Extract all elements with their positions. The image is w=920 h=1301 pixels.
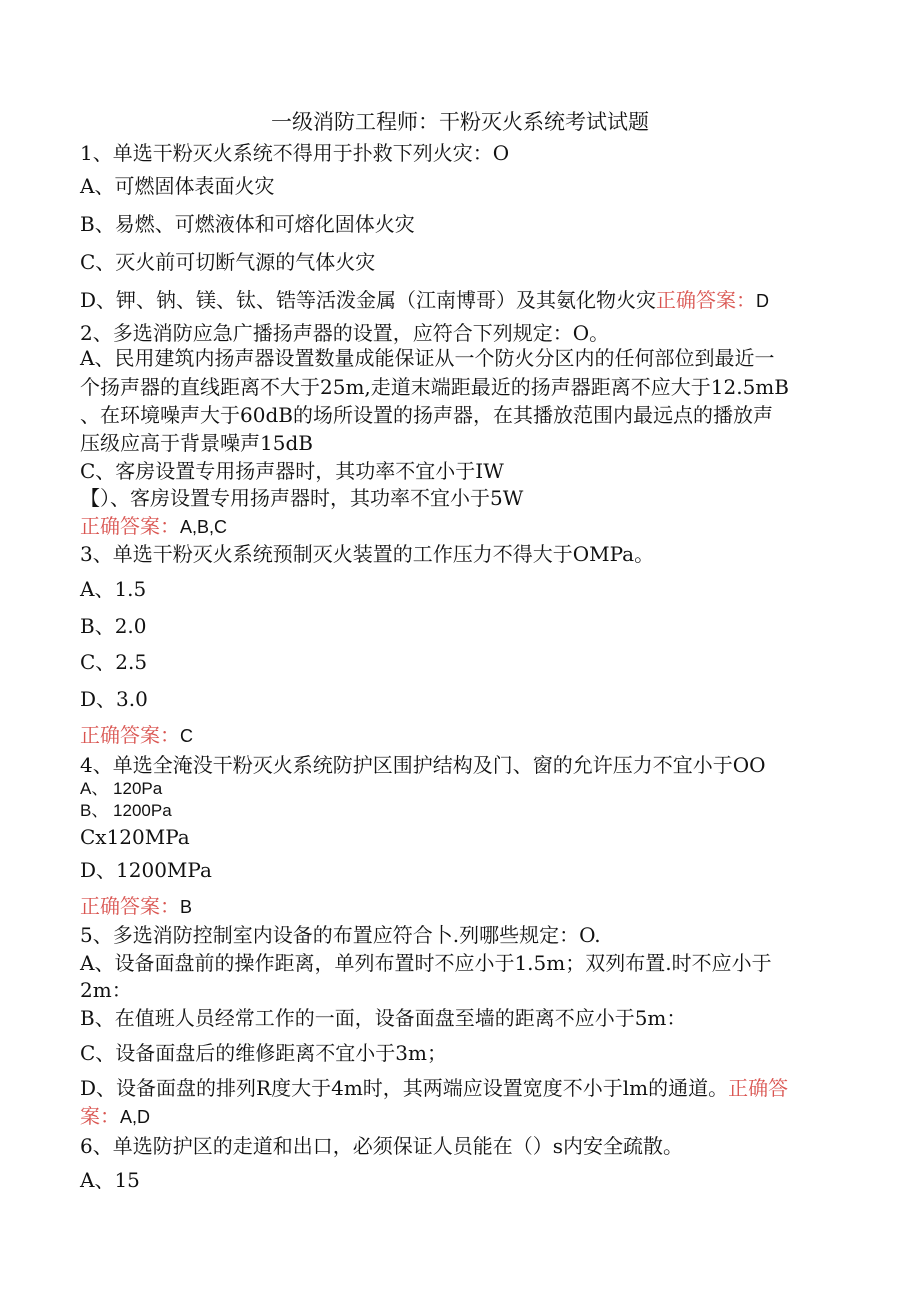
text-line bbox=[80, 1005, 840, 1031]
text-line bbox=[80, 430, 840, 456]
line-text: B、 1200Pa bbox=[80, 801, 172, 820]
text-line bbox=[80, 977, 840, 1003]
text-line bbox=[80, 1075, 840, 1101]
answer-label: 正确答案： bbox=[80, 723, 180, 747]
line-text: 3、单选干粉灭火系统预制灭火装置的工作压力不得大于OMPa。 bbox=[80, 542, 655, 566]
text-line bbox=[80, 345, 840, 371]
line-text: B、在值班人员经常工作的一面，设备面盘至墙的距离不应小于5m： bbox=[80, 1006, 687, 1030]
line-text: 4、单选全淹没干粉灭火系统防护区围护结构及门、窗的允许压力不宜小于OO bbox=[80, 753, 766, 777]
answer-value: A,B,C bbox=[180, 517, 228, 537]
line-text: 1、单选干粉灭火系统不得用于扑救下列火灾：O bbox=[80, 141, 510, 165]
text-line bbox=[80, 458, 840, 484]
text-line bbox=[80, 140, 840, 166]
text-line bbox=[80, 541, 840, 567]
line-text: A、1.5 bbox=[80, 577, 147, 601]
line-text: D、设备面盘的排列R度大于4m时，其两端应设置宽度不小于lm的通道。 bbox=[80, 1076, 729, 1100]
line-text: A、民用建筑内扬声器设置数量成能保证从一个防火分区内的任何部位到最近一 bbox=[80, 346, 775, 370]
text-line bbox=[80, 320, 840, 346]
line-text: 压级应高于背景噪声15dB bbox=[80, 431, 313, 455]
text-line bbox=[80, 893, 840, 920]
text-line bbox=[80, 1167, 840, 1193]
answer-value: B bbox=[180, 897, 193, 917]
text-line bbox=[80, 649, 840, 675]
text-line bbox=[80, 173, 840, 199]
text-line bbox=[80, 287, 840, 314]
line-text: 个扬声器的直线距离不大于25m,走道末端距最近的扬声器距离不应大于12.5mB bbox=[80, 375, 789, 399]
answer-label: 正确答 bbox=[728, 1076, 789, 1100]
text-line bbox=[80, 613, 840, 639]
line-text: C、2.5 bbox=[80, 650, 148, 674]
page-title: 一级消防工程师：干粉灭火系统考试试题 bbox=[271, 110, 649, 134]
line-text: D、钾、钠、镁、钛、锆等活泼金属（江南博哥）及其氨化物火灾 bbox=[80, 288, 657, 312]
line-text: A、15 bbox=[80, 1168, 140, 1192]
line-text: 、在环境噪声大于60dB的场所设置的扬声器，在其播放范围内最远点的播放声 bbox=[80, 403, 773, 427]
line-text: A、设备面盘前的操作距离，单列布置时不应小于1.5m；双列布置.时不应小于 bbox=[80, 951, 772, 975]
text-line bbox=[80, 1040, 840, 1066]
text-line bbox=[80, 824, 840, 850]
line-text: 5、多选消防控制室内设备的布置应符合卜.列哪些规定：O. bbox=[80, 923, 601, 947]
text-line bbox=[80, 374, 840, 400]
line-text: B、易燃、可燃液体和可熔化固体火灾 bbox=[80, 212, 415, 236]
text-line bbox=[80, 1133, 840, 1159]
answer-value: A,D bbox=[120, 1107, 151, 1127]
line-text: 【）、客房设置专用扬声器时，其功率不宜小于5W bbox=[80, 486, 524, 510]
line-text: 2m： bbox=[80, 978, 132, 1002]
line-text: 6、单选防护区的走道和出口，必须保证人员能在（）s内安全疏散。 bbox=[80, 1134, 683, 1158]
text-line bbox=[80, 798, 840, 824]
text-line bbox=[80, 249, 840, 275]
text-line bbox=[80, 485, 840, 511]
text-line bbox=[80, 922, 840, 948]
line-text: A、可燃固体表面火灾 bbox=[80, 174, 275, 198]
text-line bbox=[80, 576, 840, 602]
answer-value: C bbox=[180, 726, 193, 746]
text-line bbox=[80, 402, 840, 428]
text-line bbox=[80, 722, 840, 749]
answer-label: 正确答案： bbox=[656, 288, 757, 312]
text-line bbox=[80, 513, 840, 540]
answer-label: 正确答案： bbox=[80, 514, 180, 538]
line-text: A、 120Pa bbox=[80, 779, 163, 798]
line-text: D、1200MPa bbox=[80, 858, 212, 882]
line-text: 2、多选消防应急广播扬声器的设置，应符合下列规定：O。 bbox=[80, 321, 610, 345]
text-line bbox=[80, 686, 840, 712]
line-text: Cx120MPa bbox=[80, 825, 190, 849]
text-line bbox=[80, 752, 840, 778]
line-text: C、客房设置专用扬声器时，其功率不宜小于IW bbox=[80, 459, 504, 483]
answer-label: 正确答案： bbox=[80, 894, 180, 918]
line-text: B、2.0 bbox=[80, 614, 147, 638]
text-line bbox=[80, 1103, 840, 1130]
line-text: C、设备面盘后的维修距离不宜小于3m； bbox=[80, 1041, 447, 1065]
text-line bbox=[80, 211, 840, 237]
text-line bbox=[80, 950, 840, 976]
line-text: C、灭火前可切断气源的气体火灾 bbox=[80, 250, 376, 274]
text-line bbox=[80, 857, 840, 883]
line-text: D、3.0 bbox=[80, 687, 148, 711]
answer-label: 案： bbox=[80, 1104, 120, 1128]
answer-value: D bbox=[756, 291, 770, 311]
